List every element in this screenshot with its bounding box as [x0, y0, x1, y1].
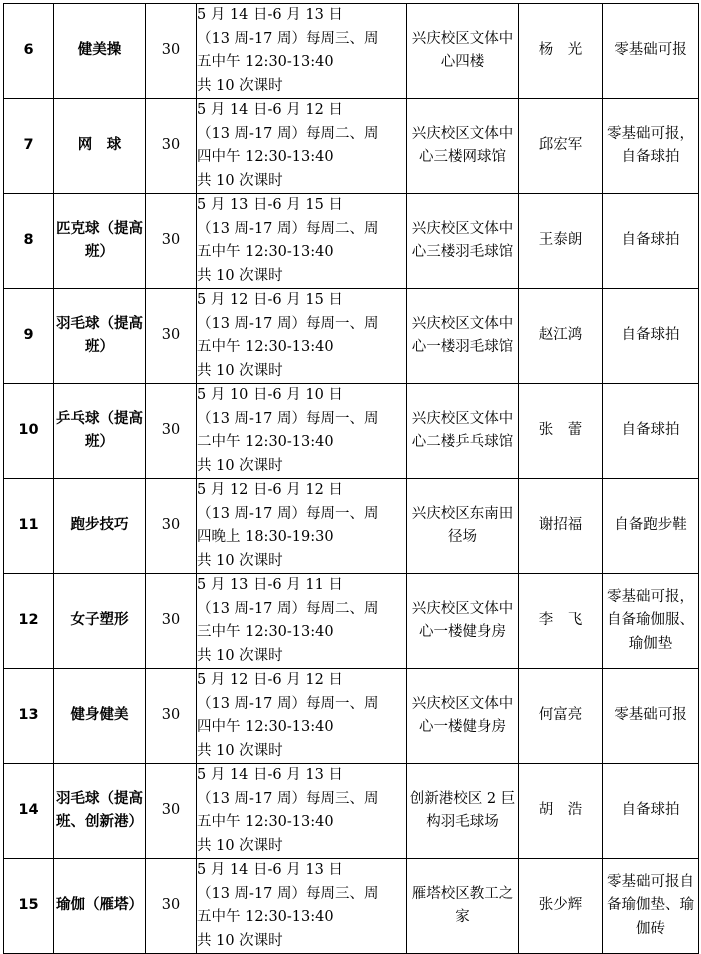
course-note: 自备球拍	[603, 289, 699, 384]
course-teacher: 何富亮	[519, 669, 603, 764]
table-row	[4, 574, 699, 669]
table-row	[4, 764, 699, 859]
course-time	[197, 574, 407, 669]
course-time-line: （13 周-17 周）每周二、周	[197, 125, 379, 142]
course-schedule-table	[3, 3, 699, 954]
course-time-line: （13 周-17 周）每周三、周	[197, 790, 379, 807]
course-time-line: 5 月 14 日-6 月 13 日	[197, 7, 343, 23]
course-time-line: （13 周-17 周）每周三、周	[197, 30, 379, 47]
course-time-line: 共 10 次课时	[197, 362, 283, 379]
course-time	[197, 99, 407, 194]
course-teacher: 邱宏军	[519, 99, 603, 194]
course-time-line: 共 10 次课时	[197, 932, 283, 949]
table-row	[4, 99, 699, 194]
schedule-rows	[4, 4, 699, 954]
course-hours: 30	[146, 194, 197, 289]
course-name: 健美操	[54, 4, 146, 99]
course-time-line: 四晚上 18:30-19:30	[197, 529, 334, 545]
course-name: 匹克球（提高班）	[54, 194, 146, 289]
course-number: 9	[4, 289, 54, 384]
course-time-line: 共 10 次课时	[197, 77, 283, 94]
table-row	[4, 194, 699, 289]
course-teacher: 谢招福	[519, 479, 603, 574]
course-name: 跑步技巧	[54, 479, 146, 574]
course-note: 自备球拍	[603, 764, 699, 859]
course-number: 11	[4, 479, 54, 574]
course-teacher: 王泰朗	[519, 194, 603, 289]
course-location: 兴庆校区文体中心二楼乒乓球馆	[407, 384, 519, 479]
course-location: 兴庆校区东南田径场	[407, 479, 519, 574]
course-time-line: （13 周-17 周）每周二、周	[197, 220, 379, 237]
course-hours: 30	[146, 479, 197, 574]
course-hours: 30	[146, 859, 197, 954]
course-name: 瑜伽（雁塔）	[54, 859, 146, 954]
course-time-line: 五中午 12:30-13:40	[197, 339, 334, 355]
course-hours: 30	[146, 99, 197, 194]
table-row	[4, 289, 699, 384]
course-time-line: 共 10 次课时	[197, 647, 283, 664]
course-hours: 30	[146, 4, 197, 99]
course-teacher: 张 蕾	[519, 384, 603, 479]
course-teacher: 胡 浩	[519, 764, 603, 859]
course-note: 零基础可报	[603, 669, 699, 764]
course-time-line: 5 月 12 日-6 月 12 日	[197, 672, 343, 688]
course-number: 12	[4, 574, 54, 669]
course-time-line: 共 10 次课时	[197, 837, 283, 854]
course-time-line: 二中午 12:30-13:40	[197, 434, 334, 450]
course-number: 8	[4, 194, 54, 289]
table-row	[4, 479, 699, 574]
course-time-line: 五中午 12:30-13:40	[197, 909, 334, 925]
course-teacher: 赵江鸿	[519, 289, 603, 384]
course-time-line: （13 周-17 周）每周一、周	[197, 315, 379, 332]
course-note: 零基础可报，自备球拍	[603, 99, 699, 194]
table-row	[4, 4, 699, 99]
course-hours: 30	[146, 574, 197, 669]
course-time-line: 共 10 次课时	[197, 172, 283, 189]
course-time-line: 5 月 14 日-6 月 13 日	[197, 862, 343, 878]
course-number: 15	[4, 859, 54, 954]
course-note: 零基础可报	[603, 4, 699, 99]
course-note: 零基础可报自备瑜伽垫、瑜伽砖	[603, 859, 699, 954]
course-hours: 30	[146, 764, 197, 859]
course-time	[197, 479, 407, 574]
course-time-line: 5 月 10 日-6 月 10 日	[197, 387, 343, 403]
course-time-line: 共 10 次课时	[197, 267, 283, 284]
course-time-line: （13 周-17 周）每周一、周	[197, 410, 379, 427]
course-number: 10	[4, 384, 54, 479]
course-time-line: 5 月 13 日-6 月 15 日	[197, 197, 343, 213]
course-time-line: （13 周-17 周）每周二、周	[197, 600, 379, 617]
course-note: 自备球拍	[603, 384, 699, 479]
table-row	[4, 384, 699, 479]
course-time-line: 5 月 14 日-6 月 13 日	[197, 767, 343, 783]
course-location: 兴庆校区文体中心三楼羽毛球馆	[407, 194, 519, 289]
course-time-line: 五中午 12:30-13:40	[197, 54, 334, 70]
course-time-line: 四中午 12:30-13:40	[197, 149, 334, 165]
course-time-line: 共 10 次课时	[197, 552, 283, 569]
course-location: 兴庆校区文体中心三楼网球馆	[407, 99, 519, 194]
course-name: 羽毛球（提高班）	[54, 289, 146, 384]
course-time-line: 5 月 12 日-6 月 12 日	[197, 482, 343, 498]
course-name: 羽毛球（提高班、创新港）	[54, 764, 146, 859]
course-time	[197, 669, 407, 764]
course-hours: 30	[146, 669, 197, 764]
course-time-line: （13 周-17 周）每周一、周	[197, 695, 379, 712]
course-time	[197, 764, 407, 859]
course-location: 创新港校区 2 巨构羽毛球场	[407, 764, 519, 859]
course-time-line: 5 月 12 日-6 月 15 日	[197, 292, 343, 308]
course-hours: 30	[146, 384, 197, 479]
course-number: 6	[4, 4, 54, 99]
course-time	[197, 194, 407, 289]
course-time-line: （13 周-17 周）每周一、周	[197, 505, 379, 522]
course-location: 兴庆校区文体中心一楼健身房	[407, 574, 519, 669]
course-location: 兴庆校区文体中心一楼健身房	[407, 669, 519, 764]
course-time	[197, 859, 407, 954]
course-number: 13	[4, 669, 54, 764]
course-hours: 30	[146, 289, 197, 384]
course-location: 兴庆校区文体中心四楼	[407, 4, 519, 99]
course-teacher: 李 飞	[519, 574, 603, 669]
course-teacher: 杨 光	[519, 4, 603, 99]
course-note: 自备跑步鞋	[603, 479, 699, 574]
course-note: 自备球拍	[603, 194, 699, 289]
course-time-line: 共 10 次课时	[197, 457, 283, 474]
table-row	[4, 859, 699, 954]
course-name: 女子塑形	[54, 574, 146, 669]
course-teacher: 张少辉	[519, 859, 603, 954]
course-time-line: 共 10 次课时	[197, 742, 283, 759]
table-row	[4, 669, 699, 764]
course-time-line: 五中午 12:30-13:40	[197, 814, 334, 830]
course-number: 7	[4, 99, 54, 194]
course-location: 雁塔校区教工之家	[407, 859, 519, 954]
course-number: 14	[4, 764, 54, 859]
course-time-line: 5 月 14 日-6 月 12 日	[197, 102, 343, 118]
course-time-line: （13 周-17 周）每周三、周	[197, 885, 379, 902]
course-name: 乒乓球（提高班）	[54, 384, 146, 479]
course-name: 网 球	[54, 99, 146, 194]
course-name: 健身健美	[54, 669, 146, 764]
course-time	[197, 384, 407, 479]
course-note: 零基础可报，自备瑜伽服、瑜伽垫	[603, 574, 699, 669]
course-time	[197, 289, 407, 384]
course-time-line: 三中午 12:30-13:40	[197, 624, 334, 640]
course-time-line: 四中午 12:30-13:40	[197, 719, 334, 735]
course-time-line: 5 月 13 日-6 月 11 日	[197, 577, 343, 593]
course-time	[197, 4, 407, 99]
course-time-line: 五中午 12:30-13:40	[197, 244, 334, 260]
course-location: 兴庆校区文体中心一楼羽毛球馆	[407, 289, 519, 384]
